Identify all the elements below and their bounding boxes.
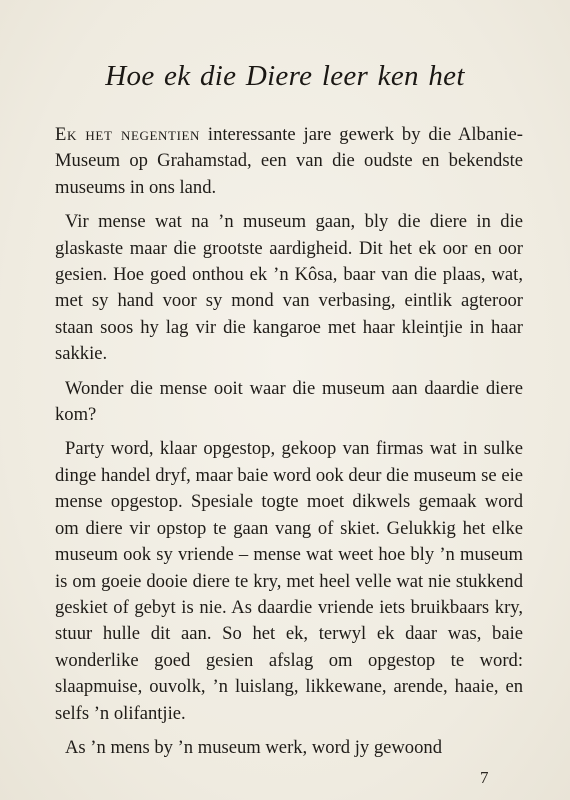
opening-smallcaps: Ek het negentien — [55, 124, 201, 145]
paragraph-1 — [55, 122, 523, 201]
paragraph-1-text: interessante jare gewerk by die Albanie-Museum op Grahamstad, een van die oudste en bekendste museums in ons land. — [55, 124, 523, 198]
body-text — [55, 122, 523, 761]
paragraph-4: Party word, klaar opgestop, gekoop van firmas wat in sulke dinge handel dryf, maar baie word ook deur die museum se eie mense opgestop. Spesiale togte moet dikwels gemaak word om diere vir opstop te gaan vang of skiet. Gelukkig het elke museum ook sy vriende – mense wat weet hoe bly ’n museum is om goeie dooie diere te kry, met heel velle wat nie stukkend geskiet of gebyt is nie. As daardie vriende iets bruikbaars kry, stuur hulle dit aan. So het ek, terwyl ek daar was, baie wonderlike goed gesien afslag om opgestop te word: slaapmuise, ouvolk, ’n luislang, likkewane, arende, haaie, en selfs ’n olifantjie. — [55, 438, 523, 724]
chapter-title: Hoe ek die Diere leer ken het — [105, 60, 465, 92]
paragraph-5: As ’n mens by ’n museum werk, word jy gewoond — [65, 736, 442, 758]
paragraph-3: Wonder die mense ooit waar die museum aan daardie diere kom? — [55, 377, 523, 426]
page-number: 7 — [480, 768, 489, 787]
paragraph-2: Vir mense wat na ’n museum gaan, bly die diere in die glaskaste maar die grootste aardigheid. Dit het ek oor en oor gesien. Hoe goed onthou ek ’n Kôsa, baar van die plaas, wat, met sy hand voor sy mond van verbasing, eintlik agteroor staan soos hy lag vir die kangaroe met haar kleintjie in haar sakkie. — [55, 211, 523, 365]
